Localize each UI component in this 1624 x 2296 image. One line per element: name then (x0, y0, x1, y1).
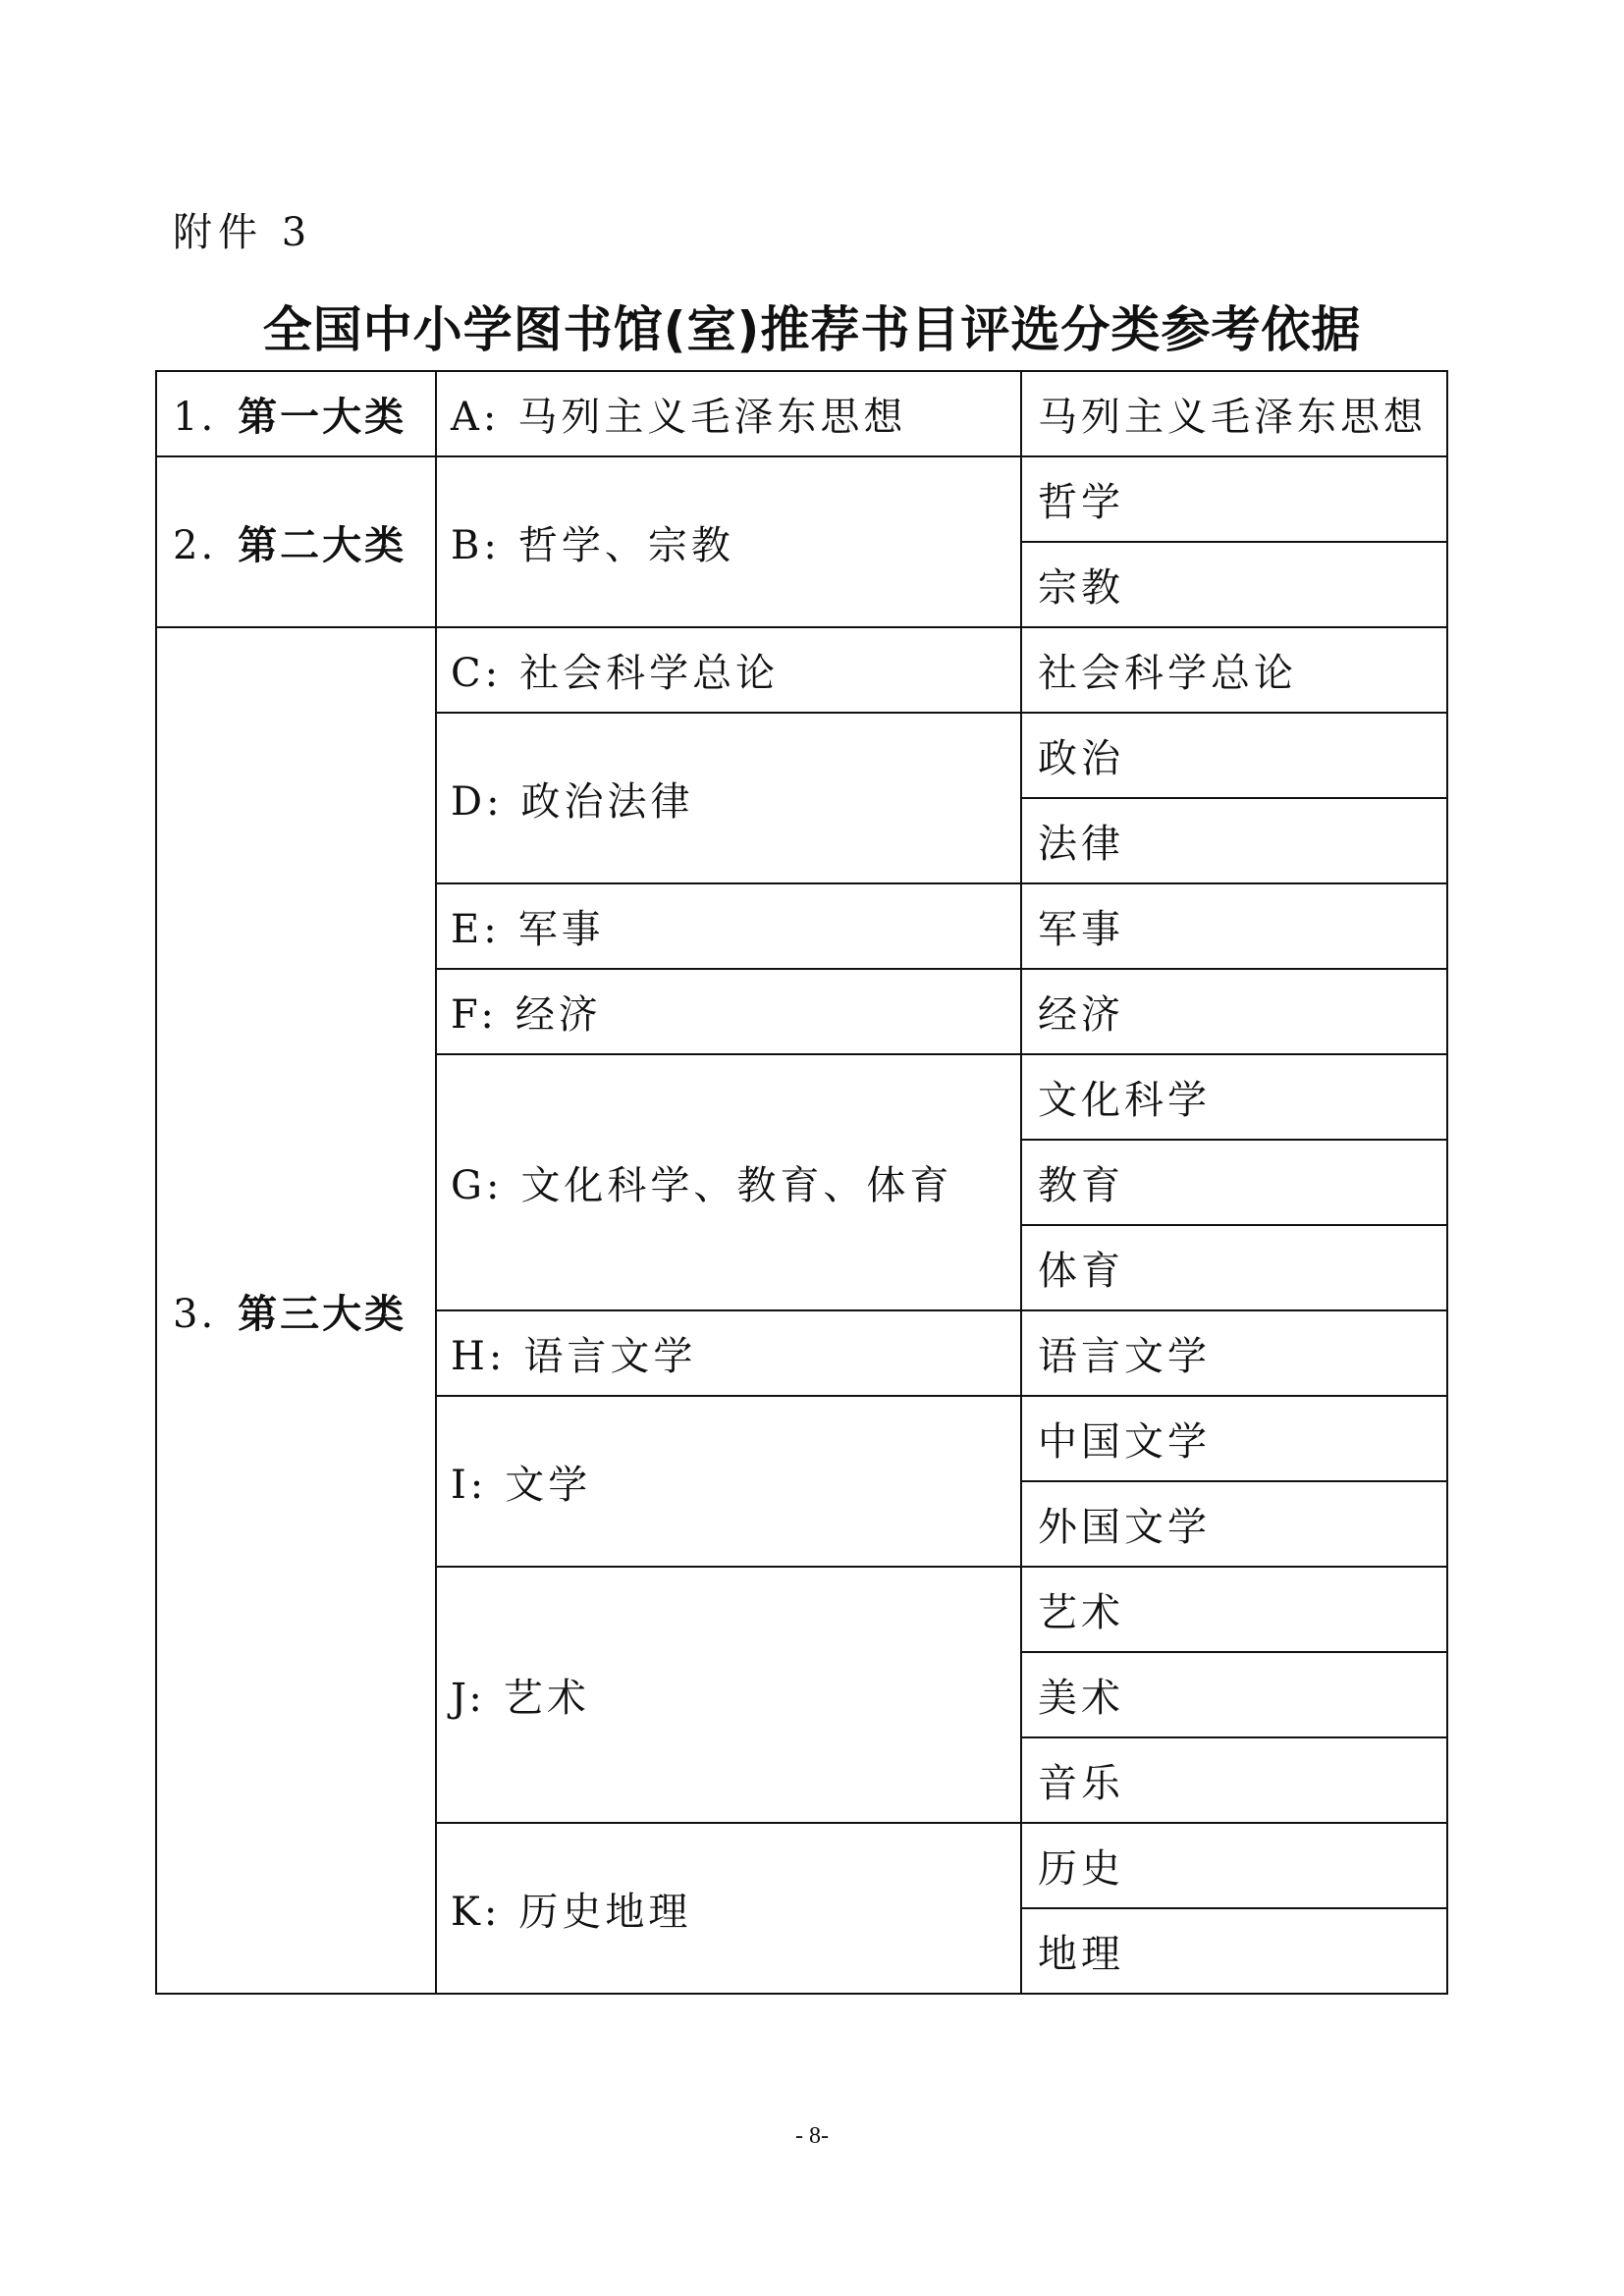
subclass-cell: 地理 (1021, 1908, 1447, 1994)
class-cell (436, 713, 1021, 883)
subclass-cell: 外国文学 (1021, 1481, 1447, 1567)
class-code: K: (451, 1889, 502, 1935)
class-cell (436, 1310, 1021, 1396)
subclass-cell: 美术 (1021, 1652, 1447, 1737)
class-name: 社会科学总论 (519, 651, 780, 696)
category-label: 第二大类 (238, 522, 407, 568)
class-cell (436, 1823, 1021, 1994)
subclass-cell: 语言文学 (1021, 1310, 1447, 1396)
table-row (156, 456, 1447, 542)
class-cell (436, 371, 1021, 456)
subclass-cell: 哲学 (1021, 456, 1447, 542)
subclass-cell: 经济 (1021, 969, 1447, 1054)
table-row (156, 627, 1447, 713)
class-code: C: (451, 651, 503, 696)
subclass-cell: 艺术 (1021, 1567, 1447, 1652)
subclass-cell: 文化科学 (1021, 1054, 1447, 1140)
class-code: F: (451, 992, 498, 1038)
class-code: B: (451, 522, 501, 568)
attachment-label: 附件 3 (173, 210, 313, 255)
class-name: 文化科学、教育、体育 (520, 1163, 953, 1208)
class-name: 政治法律 (520, 778, 694, 825)
class-code: I: (451, 1462, 488, 1508)
class-cell (436, 1054, 1021, 1310)
subclass-cell: 历史 (1021, 1823, 1447, 1908)
classification-table (155, 370, 1448, 1995)
category-number: 3. (173, 1291, 217, 1337)
class-cell (436, 883, 1021, 969)
subclass-cell: 军事 (1021, 883, 1447, 969)
subclass-cell: 教育 (1021, 1140, 1447, 1225)
class-code: E: (451, 907, 501, 952)
class-name: 哲学、宗教 (517, 522, 734, 568)
class-code: A: (451, 395, 501, 440)
subclass-cell: 中国文学 (1021, 1396, 1447, 1481)
subclass-cell: 宗教 (1021, 542, 1447, 627)
class-name: 语言文学 (523, 1334, 697, 1379)
class-code: G: (451, 1163, 504, 1208)
class-name: 军事 (517, 907, 605, 952)
class-code: J: (451, 1676, 486, 1721)
category-cell (156, 371, 436, 456)
class-cell (436, 627, 1021, 713)
subclass-cell: 音乐 (1021, 1737, 1447, 1823)
class-code: H: (451, 1334, 507, 1379)
subclass-cell: 体育 (1021, 1225, 1447, 1310)
class-cell (436, 1567, 1021, 1823)
subclass-cell: 政治 (1021, 713, 1447, 798)
class-name: 文学 (505, 1462, 592, 1508)
document-title: 全国中小学图书馆(室)推荐书目评选分类参考依据 (262, 301, 1362, 358)
category-number: 2. (173, 522, 217, 568)
class-name: 马列主义毛泽东思想 (517, 395, 907, 440)
class-name: 艺术 (503, 1676, 590, 1721)
class-cell (436, 1396, 1021, 1567)
subclass-cell: 社会科学总论 (1021, 627, 1447, 713)
category-label: 第三大类 (238, 1291, 407, 1337)
subclass-cell: 马列主义毛泽东思想 (1021, 371, 1447, 456)
page-number: - 8- (795, 2123, 829, 2149)
class-code: D: (451, 778, 504, 825)
table-row (156, 371, 1447, 456)
class-cell (436, 969, 1021, 1054)
class-name: 经济 (514, 992, 602, 1038)
category-label: 第一大类 (238, 395, 407, 440)
category-cell (156, 627, 436, 1994)
category-number: 1. (173, 395, 217, 440)
class-name: 历史地理 (518, 1889, 692, 1935)
classification-table-body (156, 371, 1447, 1994)
category-cell (156, 456, 436, 627)
class-cell (436, 456, 1021, 627)
subclass-cell: 法律 (1021, 798, 1447, 883)
